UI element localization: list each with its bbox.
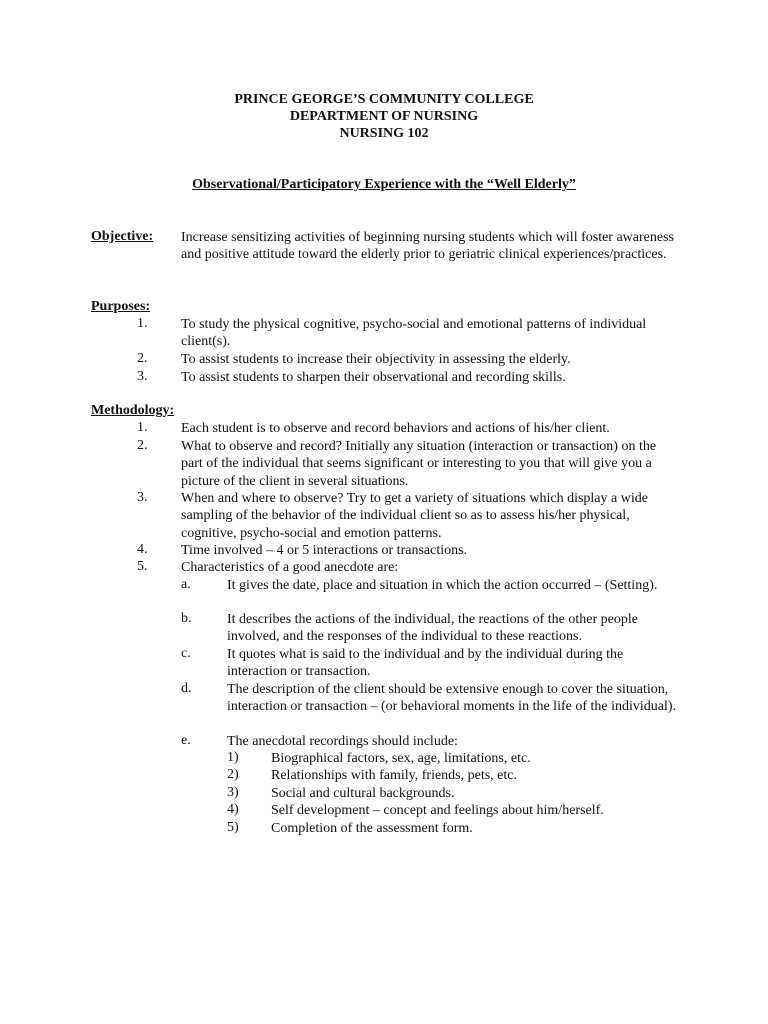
- characteristic-item: It quotes what is said to the individual and by the individual during the interaction or transaction.: [227, 647, 624, 680]
- department-name: DEPARTMENT OF NURSING: [289, 109, 479, 124]
- recording-item: Completion of the assessment form.: [271, 821, 473, 836]
- methodology-number: 5.: [137, 559, 148, 574]
- characteristic-letter: e.: [181, 733, 191, 748]
- purpose-number: 2.: [137, 351, 148, 366]
- recording-number: 4): [227, 802, 239, 817]
- purpose-number: 1.: [137, 316, 148, 331]
- recording-item: Biographical factors, sex, age, limitations, etc.: [271, 751, 531, 766]
- methodology-number: 3.: [137, 490, 148, 505]
- purpose-number: 3.: [137, 369, 148, 384]
- recording-item: Self development – concept and feelings about him/herself.: [271, 803, 604, 818]
- methodology-item: Time involved – 4 or 5 interactions or transactions.: [181, 543, 468, 558]
- characteristic-item: The description of the client should be extensive enough to cover the situation, interaction or transaction – (or behavioral moments in the life of the individual).: [227, 682, 677, 715]
- characteristic-letter: b.: [181, 611, 192, 626]
- recording-number: 5): [227, 820, 239, 835]
- recording-item: Social and cultural backgrounds.: [271, 786, 455, 801]
- characteristic-letter: d.: [181, 681, 192, 696]
- characteristic-letter: a.: [181, 577, 191, 592]
- methodology-item: When and where to observe? Try to get a variety of situations which display a wide sampling of the behavior of the individual client so as to assess his/her physical, cognitive, psycho-social and emotion patterns.: [181, 491, 648, 541]
- methodology-item: Characteristics of a good anecdote are:: [181, 560, 399, 575]
- methodology-number: 1.: [137, 420, 148, 435]
- characteristic-item: It describes the actions of the individual, the reactions of the other people involved, and the responses of the individual to these reactions.: [227, 612, 638, 645]
- purpose-item: To assist students to increase their objectivity in assessing the elderly.: [181, 352, 571, 367]
- methodology-heading: Methodology:: [91, 403, 175, 418]
- purposes-heading: Purposes:: [91, 299, 151, 314]
- methodology-item: Each student is to observe and record behaviors and actions of his/her client.: [181, 421, 610, 436]
- document-title: Observational/Participatory Experience with the “Well Elderly”: [192, 177, 576, 192]
- characteristic-letter: c.: [181, 646, 191, 661]
- recording-number: 3): [227, 785, 239, 800]
- recording-number: 1): [227, 750, 239, 765]
- methodology-number: 4.: [137, 542, 148, 557]
- purpose-item: To assist students to sharpen their observational and recording skills.: [181, 370, 566, 385]
- college-name: PRINCE GEORGE’S COMMUNITY COLLEGE: [234, 92, 534, 107]
- recording-number: 2): [227, 767, 239, 782]
- recording-item: Relationships with family, friends, pets, etc.: [271, 768, 517, 783]
- methodology-number: 2.: [137, 438, 148, 453]
- objective-heading: Objective:: [91, 229, 154, 244]
- purpose-item: To study the physical cognitive, psycho-social and emotional patterns of individual client(s).: [181, 317, 647, 350]
- methodology-item: What to observe and record? Initially any situation (interaction or transaction) on the part of the individual that seems significant or interesting to you that will give you a picture of the client in several situations.: [181, 439, 657, 489]
- characteristic-item: The anecdotal recordings should include:: [227, 734, 458, 749]
- objective-text: Increase sensitizing activities of beginning nursing students which will foster awareness and positive attitude toward the elderly prior to geriatric clinical experiences/practices.: [181, 230, 674, 263]
- course-name: NURSING 102: [339, 126, 429, 141]
- characteristic-item: It gives the date, place and situation in which the action occurred – (Setting).: [227, 578, 658, 593]
